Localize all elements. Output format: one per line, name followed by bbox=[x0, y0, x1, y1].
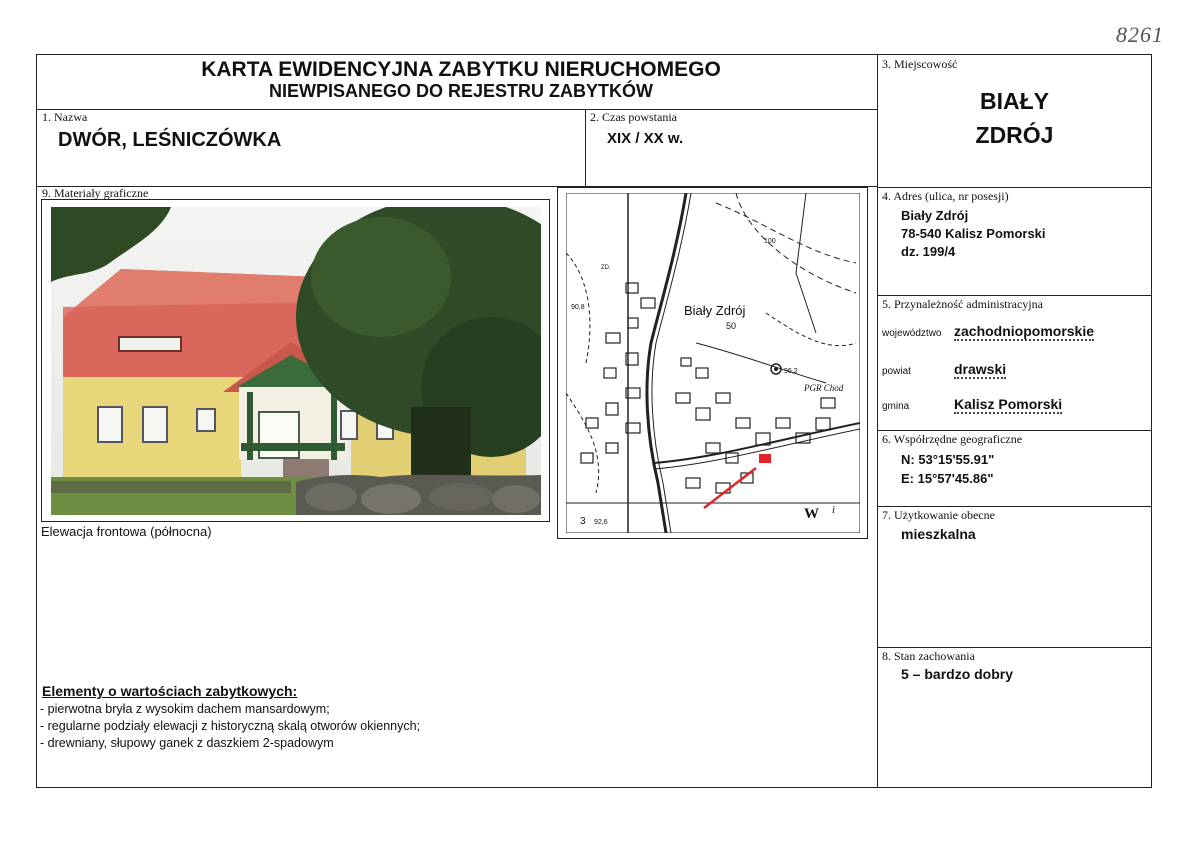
nazwa-label: 1. Nazwa bbox=[42, 110, 88, 124]
location-marker bbox=[759, 454, 771, 463]
uzytkowanie-label: 7. Użytkowanie obecne bbox=[882, 508, 995, 522]
wspolrzedne-e: E: 15°57'45.86" bbox=[901, 471, 994, 486]
catalog-number: 8261 bbox=[1116, 22, 1164, 47]
map-label-50: 50 bbox=[726, 321, 737, 331]
powiat-label: powiat bbox=[882, 366, 911, 377]
miejscowosc-line2: ZDRÓJ bbox=[975, 122, 1054, 148]
map-label-96: 96,2 bbox=[784, 368, 798, 375]
nazwa-value: DWÓR, LEŚNICZÓWKA bbox=[58, 129, 282, 151]
elementy-title: Elementy o wartościach zabytkowych: bbox=[42, 683, 298, 699]
adres-line-3: dz. 199/4 bbox=[901, 244, 956, 259]
miejscowosc-cell bbox=[877, 54, 1152, 188]
elementy-item-2: - regularne podziały elewacji z historyczną skalą otworów okiennych; bbox=[40, 719, 421, 733]
map-label-i: i bbox=[832, 504, 836, 516]
adres-line-1: Biały Zdrój bbox=[901, 208, 969, 223]
map-label-3: 3 bbox=[580, 516, 586, 527]
czas-label: 2. Czas powstania bbox=[590, 110, 677, 124]
wspolrzedne-label: 6. Współrzędne geograficzne bbox=[882, 432, 1023, 446]
card-title: KARTA EWIDENCYJNA ZABYTKU NIERUCHOMEGO bbox=[201, 58, 721, 81]
topographic-map bbox=[566, 193, 860, 533]
stan-value: 5 – bardzo dobry bbox=[901, 666, 1014, 682]
adres-line-2: 78-540 Kalisz Pomorski bbox=[901, 226, 1046, 241]
gmina-value: Kalisz Pomorski bbox=[954, 396, 1063, 412]
adres-label: 4. Adres (ulica, nr posesji) bbox=[882, 189, 1009, 203]
map-label-90: 90,8 bbox=[571, 304, 585, 311]
elementy-item-3: - drewniany, słupowy ganek z daszkiem 2-spadowym bbox=[40, 736, 334, 750]
gmina-label: gmina bbox=[882, 401, 910, 412]
map-label-92: 92,6 bbox=[594, 519, 608, 526]
card-subtitle: NIEWPISANEGO DO REJESTRU ZABYTKÓW bbox=[268, 81, 654, 101]
uzytkowanie-value: mieszkalna bbox=[901, 526, 976, 542]
map-town-label: Biały Zdrój bbox=[684, 303, 746, 318]
wspolrzedne-n: N: 53°15'55.91" bbox=[901, 452, 995, 467]
materialy-label: 9. Materiały graficzne bbox=[42, 186, 149, 200]
miejscowosc-line1: BIAŁY bbox=[980, 88, 1049, 114]
map-label-pgr: PGR Chod bbox=[804, 383, 844, 393]
wojewodztwo-label: województwo bbox=[882, 328, 942, 339]
elementy-item-1: - pierwotna bryła z wysokim dachem mansardowym; bbox=[40, 702, 330, 716]
map-label-100: 100 bbox=[764, 238, 776, 245]
czas-value: XIX / XX w. bbox=[607, 130, 684, 147]
miejscowosc-label: 3. Miejscowość bbox=[882, 57, 958, 71]
house-photo bbox=[51, 207, 541, 515]
map-label-zd: ZD. bbox=[601, 265, 611, 271]
stan-label: 8. Stan zachowania bbox=[882, 649, 975, 663]
map-label-w: W bbox=[804, 506, 819, 522]
photo-caption: Elewacja frontowa (północna) bbox=[41, 524, 212, 539]
wojewodztwo-value: zachodniopomorskie bbox=[954, 323, 1095, 339]
admin-label: 5. Przynależność administracyjna bbox=[882, 297, 1043, 311]
powiat-value: drawski bbox=[954, 361, 1007, 377]
